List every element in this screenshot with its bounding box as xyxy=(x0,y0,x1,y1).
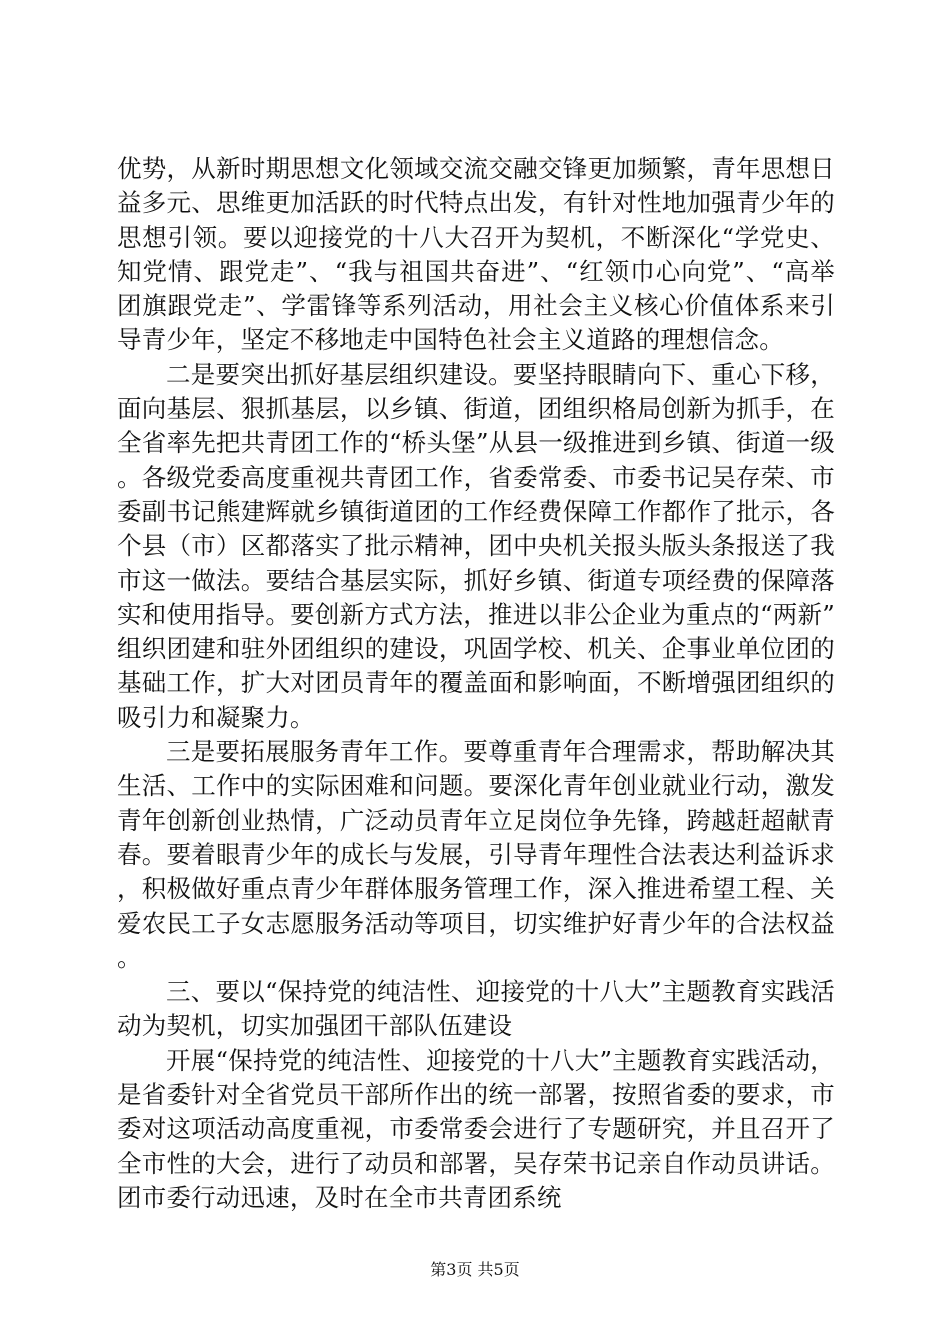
page-number-footer: 第3页 共5页 xyxy=(430,1260,520,1279)
section-heading: 三、要以“保持党的纯洁性、迎接党的十八大”主题教育实践活动为契机，切实加强团干部队伍建设 xyxy=(117,977,835,1041)
paragraph-2: 二是要突出抓好基层组织建设。要坚持眼睛向下、重心下移，面向基层、狠抓基层，以乡镇、街道，团组织格局创新为抓手，在全省率先把共青团工作的“桥头堡”从县一级推进到乡镇、街道一级。各级党委高度重视共青团工作，省委常委、市委书记吴存荣、市委副书记熊建辉就乡镇街道团的工作经费保障工作都作了批示，各个县（市）区都落实了批示精神，团中央机关报头版头条报送了我市这一做法。要结合基层实际，抓好乡镇、街道专项经费的保障落实和使用指导。要创新方式方法，推进以非公企业为重点的“两新”组织团建和驻外团组织的建设，巩固学校、机关、企事业单位团的基础工作，扩大对团员青年的覆盖面和影响面，不断增强团组织的吸引力和凝聚力。 xyxy=(117,359,835,732)
paragraph-5: 开展“保持党的纯洁性、迎接党的十八大”主题教育实践活动，是省委针对全省党员干部所作出的统一部署，按照省委的要求，市委对这项活动高度重视，市委常委会进行了专题研究，并且召开了全市性的大会，进行了动员和部署，吴存荣书记亲自作动员讲话。团市委行动迅速，及时在全市共青团系统 xyxy=(117,1045,835,1212)
document-body xyxy=(117,152,835,1215)
paragraph-3: 三是要拓展服务青年工作。要尊重青年合理需求，帮助解决其生活、工作中的实际困难和问题。要深化青年创业就业行动，激发青年创新创业热情，广泛动员青年立足岗位争先锋，跨越赶超献青春。要着眼青少年的成长与发展，引导青年理性合法表达利益诉求，积极做好重点青少年群体服务管理工作，深入推进希望工程、关爱农民工子女志愿服务活动等项目，切实维护好青少年的合法权益。 xyxy=(117,737,835,972)
paragraph-1: 优势，从新时期思想文化领域交流交融交锋更加频繁，青年思想日益多元、思维更加活跃的时代特点出发，有针对性地加强青少年的思想引领。要以迎接党的十八大召开为契机，不断深化“学党史、知党情、跟党走”、“我与祖国共奋进”、“红领巾心向党”、“高举团旗跟党走”、学雷锋等系列活动，用社会主义核心价值体系来引导青少年，坚定不移地走中国特色社会主义道路的理想信念。 xyxy=(117,154,835,355)
